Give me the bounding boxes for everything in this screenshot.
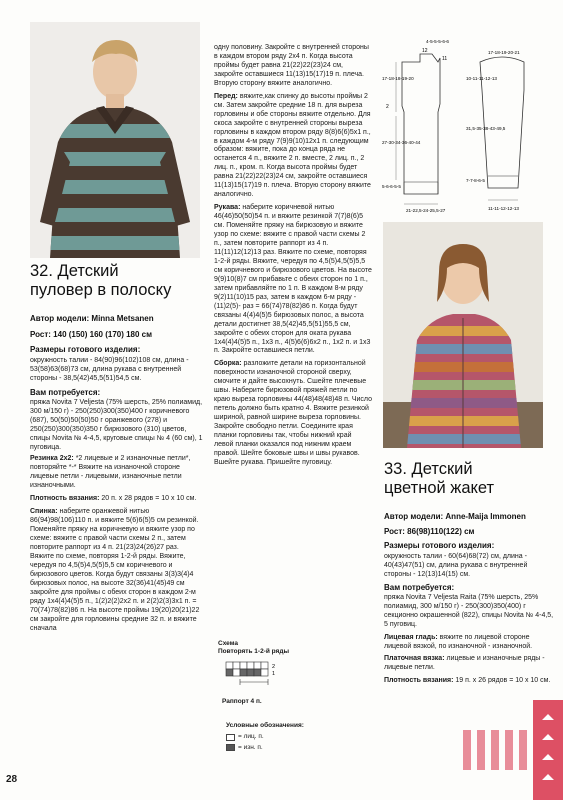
body-schematic [382,39,474,214]
title-line: цветной жакет [384,478,495,497]
dim-bottom-left: 5-6-6-5-5 [382,184,401,189]
assembly-text: разложите детали на горизонтальной поверхности изнаночной стороной сверху, смочите и дайте высохнуть. Сшейте плечевые швы. Наберите бирюзовой пряжей петли по краю выреза горловины 44(48)48(48)48 п. Число петель должно быть кратно 4. Вяжите резинкой шириной, равной ширине выреза горловины. Закройте свободно петли. Соедините края планки горловины так, чтобы нижний край левой планки оказался под нижним краем правой. Шейте боковые швы и швы рукавов. Вшейте рукава. Пришейте пуговицу. [214,360,372,466]
dim-top-right: 4-5-5-5-6-6 [426,39,449,44]
boy-photo [30,22,200,258]
schema-repeat: Повторять 1-2-й ряды [218,648,289,656]
knit-square-icon [226,734,235,741]
density-text: 20 п. x 28 рядов = 10 x 10 см. [101,495,197,503]
dim-top-left: 12 [422,48,428,54]
density-paragraph [384,677,554,686]
back-continuation: одну половину. Закройте с внутренней стороны в каждом втором ряду 2x4 п. Когда высота проймы будет равна 21(22)22(23)24 см, закройте оставшиеся 11(13)15(17)19 п. плеча. Вторую сторону вяжите аналогично. [214,44,369,87]
girl-photo [383,222,543,448]
middle-column [214,44,372,634]
front-heading: Перед: [214,92,238,100]
sleeve-dim-left-b: 31,5-35-38-43-49,5 [466,126,506,131]
materials-text: пряжа Novita 7 Veljesta Raita (75% шерсть, 25% полиамид, 300 м/150 г) - 250(300)350(400) г секционно окрашенной (822), спицы Novita № 4-4,5, 5 пуговиц. [384,593,554,628]
rib-paragraph [30,455,204,491]
dim-bottom: 21-22,5-24-25,5-27 [406,208,446,213]
stitch-grid [218,660,298,694]
density-heading: Плотность вязания: [30,495,100,503]
assembly-paragraph [214,360,372,467]
sleeve-dim-bottom: 11-11-12-12-13 [488,206,519,211]
legend-purl-label: = изн. п. [238,743,263,751]
sleeve-heading: Рукава: [214,204,241,212]
stockinette-heading: Лицевая гладь: [384,633,438,641]
materials-text: пряжа Novita 7 Veljesta (75% шерсть, 25% полиамид, 300 м/150 г) - 250(250)300(350)400 г коричневого (687), 50(50)50(50)50 г оранжевого (278) и 250(250)300(350)350 г бирюзового (310) цветов, спицы Novita № 4-4,5, круговые спицы № 4 (60 см), 1 пуговица. [30,398,203,451]
schema-label: Схема [218,640,239,647]
sizes-heading: Размеры готового изделия: [384,541,495,551]
sleeve-text: наберите коричневой нитью 46(46)50(50)54 п. и вяжите резинкой 7(7)8(6)5 см. Поменяйте пряжу на бирюзовую и вяжите узор по схеме: вяжите с правой части схемы 2 п., затем повторите раппорт из 4 п. 11(11)12(12)13 раз. Вяжите по схеме, повторяя 1-2-й ряды. Вяжите, чередуя по 4,5(5)4,5(5)5,5 см коричневого и бирюзового цветов. На высоте 9(9)10(8)7 см прибавьте с обеих сторон по 1 п., затем прибавляйте по 1 п. В каждом 8-м ряду 9(2)11(10)15 раз, затем в каждом 6-м ряду -(11)2(5)- раз = 66(74)78(82)86 п. Когда будут связаны 4(4)4(5)5 бирюзовых полос, а высота детали достигнет 38,5(42)45,5(51)55,5 см, закройте с обеих сторон для оката рукава 1x4(4)4(5)5 п., 1x3 п., 4(5)6(6)6x2 п., 1x2 п. и 1x3 п. Закройте оставшиеся петли. [214,204,372,355]
rib-text: *2 лицевые и 2 изнаночные петли*, повторяйте *-* Вяжите на изнаночной стороне лицевые петли - лицевыми, изнаночные петли изнаночными. [30,455,191,490]
sizes-text: окружность талии - 84(90)96(102)108 см, длина - 53(58)63(68)73 см, длина рукава с внутренней стороны - 38,5(42)45,5(51)54,5 см. [30,356,189,382]
left-column [30,262,204,770]
legend-heading: Условные обозначения: [226,722,304,729]
title-line: 32. Детский [30,262,119,280]
pattern-33-title [384,460,554,498]
front-paragraph [214,93,372,200]
stockinette-paragraph [384,634,554,652]
dim-top-mid: 11 [442,56,448,62]
sleeve-dim-top: 17-18-19-20-21 [488,50,520,55]
girl-jacket-illustration [383,222,543,448]
sleeve-dim-left-a: 10-11-11-12-13 [466,76,497,81]
density-text: 19 п. x 26 рядов = 10 x 10 см. [455,677,551,685]
density-paragraph [30,495,204,504]
schema-row-1: 1 [272,670,276,677]
materials-heading: Вам потребуется: [30,387,101,397]
title-line: 33. Детский [384,460,473,478]
back-heading: Спинка: [30,508,58,516]
back-paragraph [30,508,204,633]
garter-heading: Платочная вязка: [384,655,445,663]
height: Рост: 140 (150) 160 (170) 180 см [30,330,153,340]
author: Автор модели: Anne-Maija Immonen [384,511,526,521]
author: Автор модели: Minna Metsanen [30,313,154,323]
page-number: 28 [6,774,18,785]
back-text: наберите оранжевой нитью 86(94)98(106)110 п. и вяжите 5(6)6(5)5 см резинкой. Поменяйте пряжу на коричневую и вяжите узор по схеме: вяжите с правой части схемы 2 п., затем повторите раппорт из 4 п. 21(23)24(26)27 раз. Вяжите по схеме, повторяя 1-2-й ряды. Вяжите, чередуя по 4,5(5)4,5(5)5,5 см коричневого и бирюзового цветов. Когда будут связаны 3(3)3(4)4 бирюзовых полос, на высоте 32(36)41(45)49 см закройте для проймы с обеих сторон в каждом 2-м ряду 1x4(4)4(5)5 п., 1(2)2(2)2x2 п. и 2(2)2(3)3x1 п. = 70(74)78(82)86 п. На высоте проймы 19(20)20(21)22 см закройте для горловины средние 32 п. и вяжите сначала [30,508,200,632]
sleeve-dim-left-c: 7-7-8-6-5 [466,178,485,183]
garter-paragraph [384,655,554,673]
front-text: вяжите,как спинку до высоты проймы 2 см. Затем закройте средние 18 п. для выреза горловины и обе стороны вяжите отдельно. Для скоса закройте с внутренней стороны выреза горловины в каждом втором ряду 8(8)6(6)5x1 п., в каждом 4-м ряду 7(9)9(10)12x1 п. следующим образом: вяжите, пока до конца ряда не останется 4 п., вяжите 2 п. вместе, 2 лиц. п., 2 лиц. п., кром. п. Когда высота проймы будет равна 21(22)22(23)24 см, закройте оставшиеся 11(13)15(17)19 п. плеча. Вторую сторону вяжите аналогично. [214,92,371,199]
dim-left-b: 2 [386,104,389,110]
boy-sweater-illustration [30,22,200,258]
schema-row-2: 2 [272,663,276,670]
legend-knit-label: = лиц. п. [238,733,264,741]
purl-square-icon [226,744,235,751]
materials-heading: Вам потребуется: [384,582,455,592]
dim-left-a: 17-18-18-19-20 [382,76,414,81]
garter-text: лицевые и изнаночные ряды - лицевые петли. [384,655,545,672]
assembly-heading: Сборка: [214,360,242,368]
height: Рост: 86(98)110(122) см [384,527,475,537]
schema-rapport: Раппорт 4 п. [222,697,262,705]
rib-heading: Резинка 2x2: [30,455,74,463]
dim-left-c: 27-30-34-36-40-44 [382,140,421,145]
sleeve-schematic [466,50,554,214]
stockinette-text: вяжите по лицевой стороне лицевой вязкой, по изнаночной - изнаночной. [384,633,533,650]
sizes-text: окружность талии - 60(64)68(72) см, длина - 40(43)47(51) см, длина рукава с внутренней стороны - 12(13)14(15) см. [384,552,528,578]
title-line: пуловер в полоску [30,280,172,299]
sleeve-paragraph [214,204,372,356]
density-heading: Плотность вязания: [384,677,454,685]
sizes-heading: Размеры готового изделия: [30,345,141,355]
watermark-logo [343,690,563,800]
pattern-32-title [30,262,204,300]
